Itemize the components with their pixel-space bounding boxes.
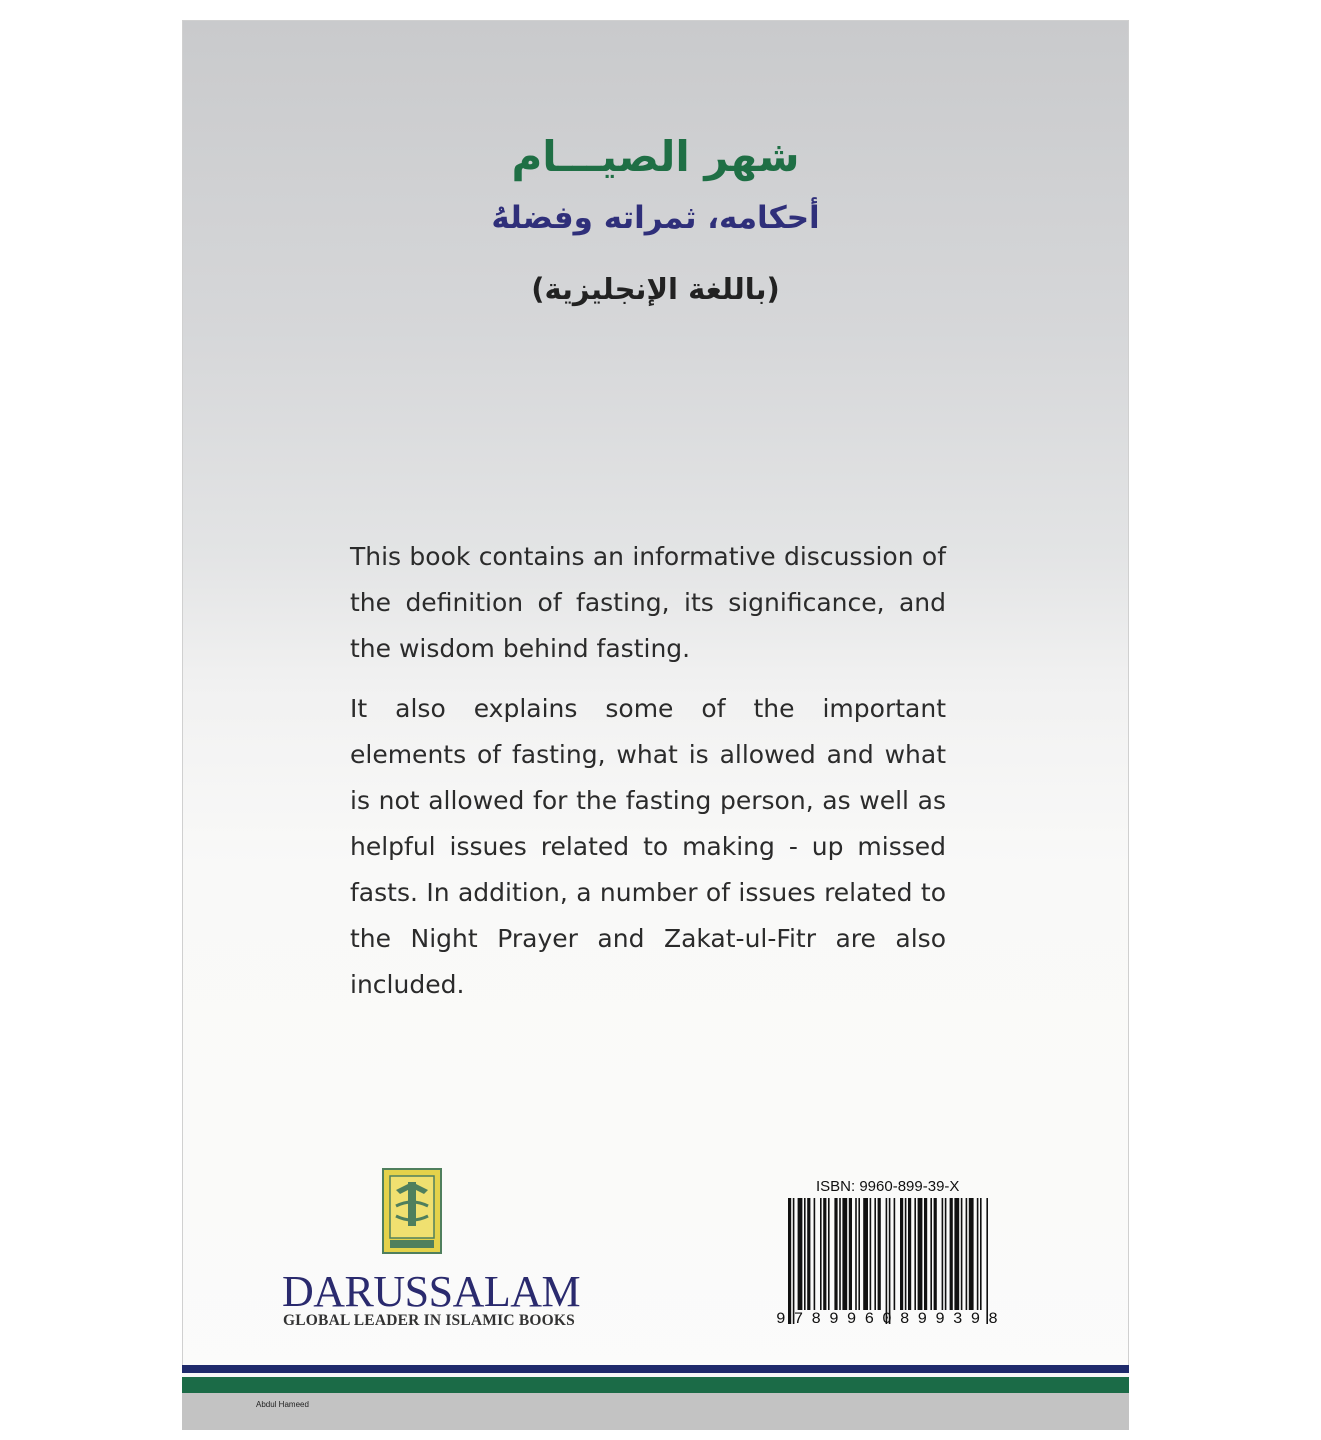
barcode-digit: 0	[882, 1310, 892, 1328]
barcode-digit: 9	[829, 1310, 839, 1328]
barcode-digit: 8	[811, 1310, 821, 1328]
barcode-digit: 6	[864, 1310, 875, 1328]
book-back-cover	[182, 20, 1129, 1430]
barcode-digit: 9	[917, 1310, 928, 1328]
barcode	[784, 1198, 994, 1328]
arabic-subtitle: أحكامه، ثمراته وفضلهُ	[491, 200, 820, 236]
barcode-digit: 7	[793, 1310, 804, 1328]
barcode-digit: 8	[988, 1310, 998, 1328]
publisher-tagline: GLOBAL LEADER IN ISLAMIC BOOKS	[283, 1312, 575, 1329]
arabic-language-note: (باللغة الإنجليزية)	[531, 272, 780, 306]
footer-stripe-blue	[182, 1365, 1129, 1373]
barcode-digit: 8	[899, 1310, 910, 1328]
barcode-digit: 9	[776, 1310, 786, 1328]
barcode-digit: 9	[935, 1310, 945, 1328]
blurb-paragraph-2: It also explains some of the important elements of fasting, what is allowed and what is not allowed for the fasting person, as well as helpful issues related to making - up missed fasts. In addition, a number of issues related to the Night Prayer and Zakat-ul-Fitr are also included.	[350, 694, 946, 999]
darussalam-logo-icon	[382, 1168, 442, 1254]
barcode-digit: 9	[970, 1310, 981, 1328]
designer-credit: Abdul Hameed	[256, 1400, 309, 1409]
footer-band	[182, 1393, 1129, 1430]
barcode-digits	[776, 1310, 998, 1328]
barcode-digit: 9	[846, 1310, 857, 1328]
blurb-paragraph-1: This book contains an informative discussion of the definition of fasting, its significance, and the wisdom behind fasting.	[350, 542, 946, 663]
arabic-title: شهر الصيـــام	[511, 132, 800, 181]
publisher-name: DARUSSALAM	[282, 1267, 581, 1316]
footer-stripe-green	[182, 1377, 1129, 1393]
isbn-label: ISBN: 9960-899-39-X	[816, 1178, 960, 1195]
barcode-digit: 3	[952, 1310, 963, 1328]
